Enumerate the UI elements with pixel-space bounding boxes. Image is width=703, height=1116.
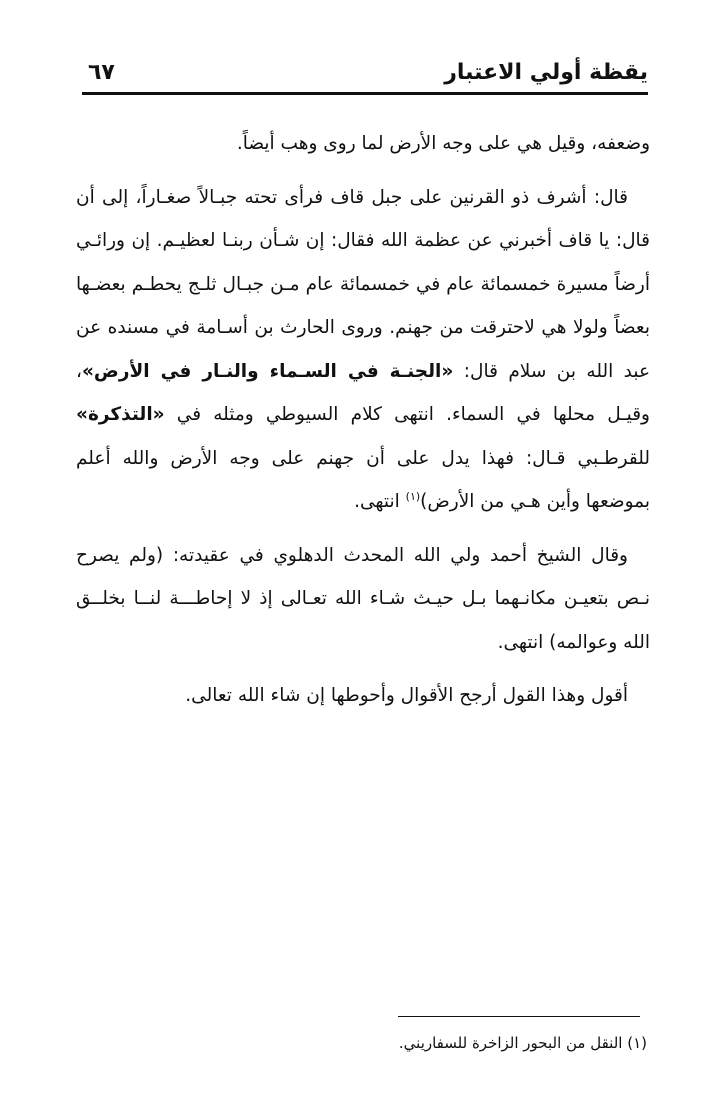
paragraph-3: وقال الشيخ أحمد ولي الله المحدث الدهلوي في عقيدته: (ولم يصرح نـص بتعيـن مكانـهما بـل حيـث شـاء الله تعـالى إذ لا إحاطـــة لنــا بخلــق الله وعوالمه) انتهى. xyxy=(76,544,650,653)
footnote-reference[interactable]: (١) xyxy=(405,489,421,503)
paragraph-2-part-c: للقرطـبي قـال: فهذا يدل على أن جهنم على وجه الأرض والله أعلم بموضعها وأين هـي من الأرض) xyxy=(76,447,650,512)
footnote-rule xyxy=(398,1016,640,1017)
header-rule xyxy=(82,92,648,95)
footnote: (١) النقل من البحور الزاخرة للسفاريني. xyxy=(398,1034,647,1052)
page-number: ٦٧ xyxy=(88,60,115,85)
paragraph-2-part-b: ، وقيـل محلها في السماء. انتهى كلام السيوطي ومثله في xyxy=(76,360,650,425)
paragraph-2-part-d: انتهى. xyxy=(354,491,406,512)
paragraph-4: أقول وهذا القول أرجح الأقوال وأحوطها إن شاء الله تعالى. xyxy=(185,685,628,706)
main-text xyxy=(76,122,650,718)
book-title-quote: «التذكرة» xyxy=(76,404,165,425)
page-header xyxy=(82,56,648,90)
running-title: يقظة أولي الاعتبار xyxy=(444,60,648,85)
paragraph-2-part-a: قال: أشرف ذو القرنين على جبل قاف فرأى تحته جبـالاً صغـاراً، إلى أن قال: يا قاف أخبرني عن عظمة الله فقال: إن شـأن ربنـا لعظيـم. إن ورائـي أرضاً مسيرة خمسمائة عام في خمسمائة عام مـن جبـال ثلـج يحطـم بعضـها بعضاً ولولا هي لاحترقت من جهنم. وروى الحارث بن أسـامة في مسنده عن عبد الله بن سلام قال: xyxy=(76,186,650,382)
paragraph-1: وضعفه، وقيل هي على وجه الأرض لما روى وهب أيضاً. xyxy=(236,133,650,154)
hadith-quote: «الجنـة في السـماء والنـار في الأرض» xyxy=(81,360,454,382)
paragraph-2 xyxy=(76,176,650,524)
